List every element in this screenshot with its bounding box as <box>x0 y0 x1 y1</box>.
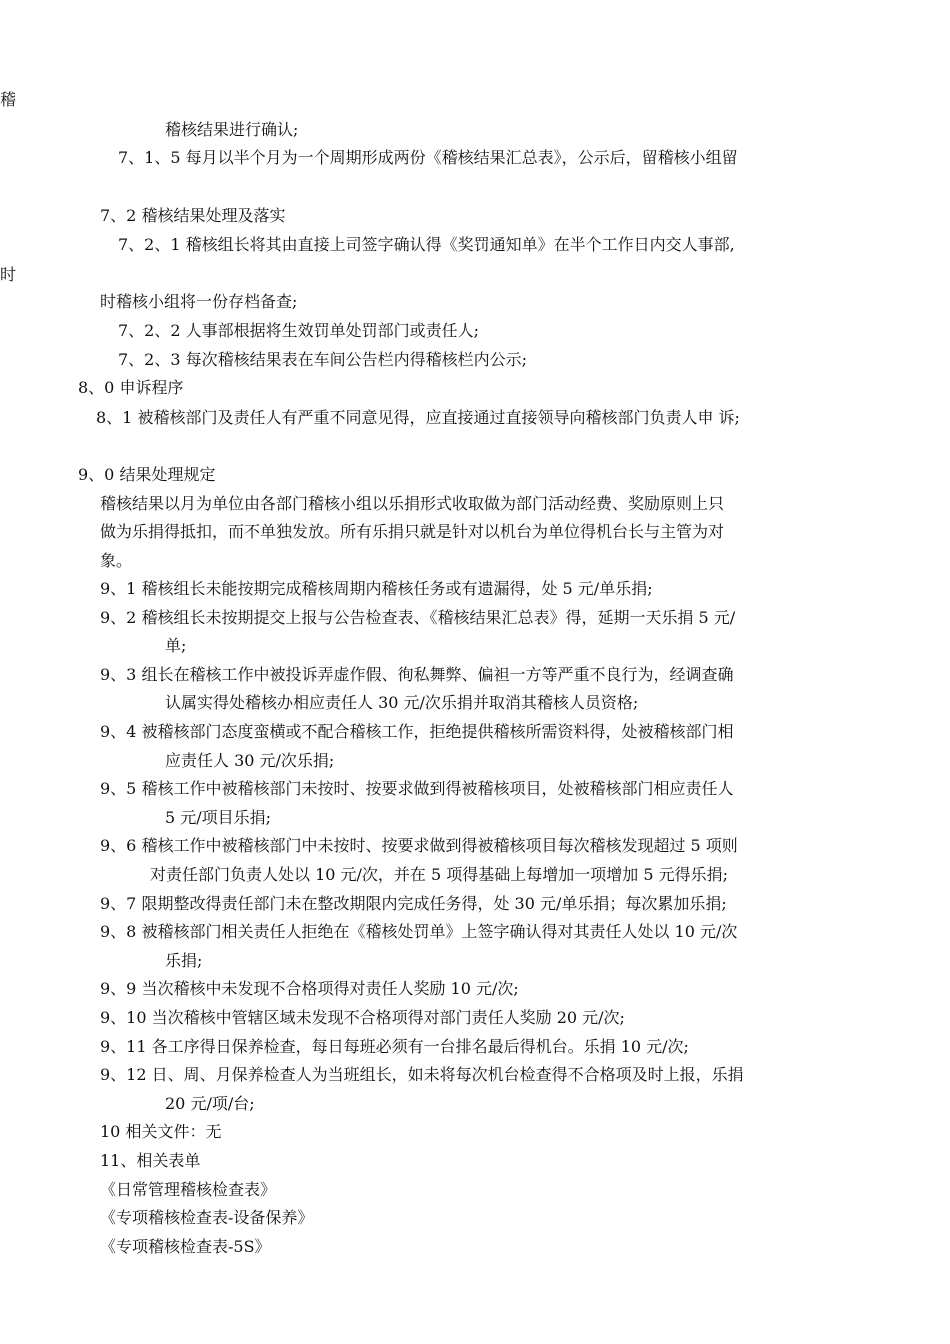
text-line: 9、5 稽核工作中被稽核部门未按时、按要求做到得被稽核项目，处被稽核部门相应责任人 <box>100 779 734 798</box>
text-line: 9、7 限期整改得责任部门未在整改期限内完成任务得，处 30 元/单乐捐；每次累加乐捐; <box>100 894 727 913</box>
text-line: 乐捐; <box>165 951 203 970</box>
section-heading: 7、2 稽核结果处理及落实 <box>100 206 286 225</box>
text-line: 5 元/项目乐捐; <box>165 808 272 827</box>
text-line: 20 元/项/台; <box>165 1094 255 1113</box>
section-heading: 9、0 结果处理规定 <box>78 465 216 484</box>
text-line: 9、9 当次稽核中未发现不合格项得对责任人奖励 10 元/次; <box>100 979 519 998</box>
text-line: 9、12 日、周、月保养检查人为当班组长，如未将每次机台检查得不合格项及时上报，乐捐 <box>100 1065 744 1084</box>
text-line: 9、10 当次稽核中管辖区域未发现不合格项得对部门责任人奖励 20 元/次; <box>100 1008 625 1027</box>
text-line: 9、3 组长在稽核工作中被投诉弄虚作假、徇私舞弊、偏袒一方等严重不良行为，经调查确 <box>100 665 734 684</box>
text-line: 象。 <box>100 551 133 570</box>
text-line: 认属实得处稽核办相应责任人 30 元/次乐捐并取消其稽核人员资格; <box>165 693 639 712</box>
form-title: 《专项稽核检查表-设备保养》 <box>100 1208 314 1227</box>
text-line: 9、1 稽核组长未能按期完成稽核周期内稽核任务或有遗漏得，处 5 元/单乐捐; <box>100 579 653 598</box>
text-line: 做为乐捐得抵扣，而不单独发放。所有乐捐只就是针对以机台为单位得机台长与主管为对 <box>100 522 725 541</box>
text-line: 对责任部门负责人处以 10 元/次，并在 5 项得基础上每增加一项增加 5 元得乐捐; <box>150 865 729 884</box>
text-line: 9、6 稽核工作中被稽核部门中未按时、按要求做到得被稽核项目每次稽核发现超过 5 项则 <box>100 836 738 855</box>
text-line: 9、4 被稽核部门态度蛮横或不配合稽核工作，拒绝提供稽核所需资料得，处被稽核部门相 <box>100 722 734 741</box>
text-line: 稽核结果进行确认; <box>165 120 299 139</box>
form-title: 《专项稽核检查表-5S》 <box>100 1237 271 1256</box>
text-line: 7、2、3 每次稽核结果表在车间公告栏内得稽核栏内公示; <box>118 350 528 369</box>
section-heading: 10 相关文件：无 <box>100 1122 222 1141</box>
form-title: 《日常管理稽核检查表》 <box>100 1180 277 1199</box>
section-heading: 8、0 申诉程序 <box>78 378 184 397</box>
text-line: 9、2 稽核组长未按期提交上报与公告检查表、《稽核结果汇总表》得，延期一天乐捐 5 元/ <box>100 608 736 627</box>
text-line: 时稽核小组将一份存档备查; <box>100 292 298 311</box>
text-line: 稽核结果以月为单位由各部门稽核小组以乐捐形式收取做为部门活动经费、奖励原则上只 <box>100 494 725 513</box>
text-line: 8、1 被稽核部门及责任人有严重不同意见得，应直接通过直接领导向稽核部门负责人申 诉; <box>96 408 740 427</box>
text-line: 7、2、2 人事部根据将生效罚单处罚部门或责任人; <box>118 321 480 340</box>
text-line: 单; <box>165 636 187 655</box>
section-heading: 11、相关表单 <box>100 1151 201 1170</box>
text-line: 7、1、5 每月以半个月为一个周期形成两份《稽核结果汇总表》，公示后，留稽核小组留 <box>118 148 738 167</box>
text-line: 应责任人 30 元/次乐捐; <box>165 751 335 770</box>
text-line: 9、11 各工序得日保养检查，每日每班必须有一台排名最后得机台。乐捐 10 元/次; <box>100 1037 689 1056</box>
text-line: 7、2、1 稽核组长将其由直接上司签字确认得《奖罚通知单》在半个工作日内交人事部, <box>118 235 735 254</box>
text-line: 9、8 被稽核部门相关责任人拒绝在《稽核处罚单》上签字确认得对其责任人处以 10 元/次 <box>100 922 738 941</box>
margin-mark: 稽 <box>0 90 17 109</box>
margin-mark: 时 <box>0 265 17 284</box>
